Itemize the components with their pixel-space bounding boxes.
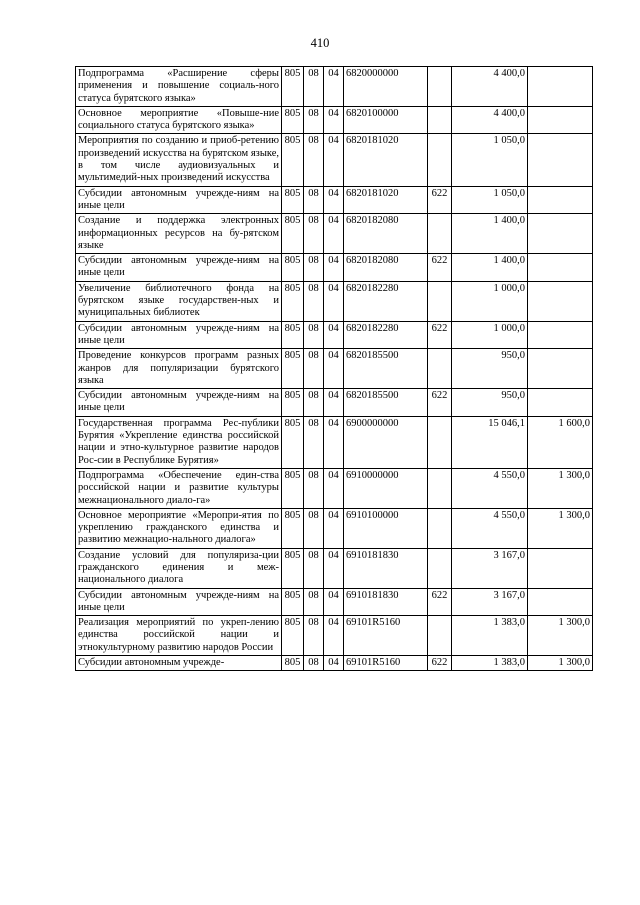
cell-amount-second: 1 300,0 (528, 616, 593, 656)
cell-grbs: 805 (282, 588, 304, 616)
cell-target-article: 69101R5160 (344, 656, 428, 671)
cell-target-article: 6820182280 (344, 321, 428, 349)
cell-target-article: 6910000000 (344, 468, 428, 508)
cell-target-article: 6910100000 (344, 508, 428, 548)
cell-expense-type (428, 616, 452, 656)
table-row (76, 349, 593, 389)
cell-grbs: 805 (282, 106, 304, 134)
cell-grbs: 805 (282, 389, 304, 417)
cell-target-article: 6820000000 (344, 67, 428, 107)
cell-amount-second (528, 106, 593, 134)
cell-expense-type (428, 349, 452, 389)
cell-amount-second (528, 214, 593, 254)
cell-amount-total: 4 400,0 (452, 106, 528, 134)
cell-amount-second (528, 389, 593, 417)
table-row (76, 254, 593, 282)
cell-expense-type (428, 508, 452, 548)
cell-name: Субсидии автономным учрежде-ниям на иные цели (76, 186, 282, 214)
cell-amount-second: 1 300,0 (528, 656, 593, 671)
cell-grbs: 805 (282, 321, 304, 349)
cell-amount-total: 1 050,0 (452, 186, 528, 214)
cell-expense-type: 622 (428, 389, 452, 417)
cell-amount-second: 1 600,0 (528, 416, 593, 468)
cell-amount-total: 1 000,0 (452, 321, 528, 349)
cell-name: Субсидии автономным учрежде-ниям на иные цели (76, 254, 282, 282)
cell-section: 08 (304, 389, 324, 417)
cell-section: 08 (304, 588, 324, 616)
cell-amount-second (528, 67, 593, 107)
cell-subsection: 04 (324, 588, 344, 616)
cell-name: Реализация мероприятий по укреп-лению единства российской нации и этнокультурному развитию народов России (76, 616, 282, 656)
cell-target-article: 6820181020 (344, 134, 428, 186)
cell-amount-total: 950,0 (452, 389, 528, 417)
cell-expense-type (428, 281, 452, 321)
cell-grbs: 805 (282, 186, 304, 214)
cell-name: Государственная программа Рес-публики Бурятия «Укрепление единства российской нации и этно-культурное развитие народов Рос-сии в Республике Бурятия» (76, 416, 282, 468)
cell-expense-type (428, 548, 452, 588)
cell-amount-second (528, 548, 593, 588)
cell-subsection: 04 (324, 468, 344, 508)
table-row (76, 548, 593, 588)
cell-target-article: 6820185500 (344, 349, 428, 389)
cell-expense-type (428, 67, 452, 107)
cell-amount-total: 1 383,0 (452, 616, 528, 656)
cell-name: Увеличение библиотечного фонда на бурятском языке государствен-ных и муниципальных библиотек (76, 281, 282, 321)
table-row (76, 214, 593, 254)
cell-section: 08 (304, 254, 324, 282)
cell-expense-type: 622 (428, 321, 452, 349)
cell-subsection: 04 (324, 389, 344, 417)
cell-subsection: 04 (324, 67, 344, 107)
cell-grbs: 805 (282, 416, 304, 468)
cell-amount-second (528, 186, 593, 214)
cell-name: Основное мероприятие «Повыше-ние социального статуса бурятского языка» (76, 106, 282, 134)
cell-target-article: 6820182080 (344, 254, 428, 282)
table-row (76, 468, 593, 508)
cell-amount-total: 1 383,0 (452, 656, 528, 671)
table-row (76, 588, 593, 616)
cell-section: 08 (304, 616, 324, 656)
cell-name: Мероприятия по созданию и приоб-ретению произведений искусства на бурятском языке, в том числе аудиовизуальных и мультимедий-ных произведений искусства (76, 134, 282, 186)
cell-subsection: 04 (324, 616, 344, 656)
cell-target-article: 6820185500 (344, 389, 428, 417)
cell-name: Подпрограмма «Расширение сферы применения и повышение социаль-ного статуса бурятского языка» (76, 67, 282, 107)
cell-subsection: 04 (324, 349, 344, 389)
cell-section: 08 (304, 349, 324, 389)
cell-name: Субсидии автономным учрежде-ниям на иные цели (76, 588, 282, 616)
cell-section: 08 (304, 106, 324, 134)
cell-subsection: 04 (324, 321, 344, 349)
cell-subsection: 04 (324, 134, 344, 186)
cell-section: 08 (304, 281, 324, 321)
cell-amount-second (528, 321, 593, 349)
cell-expense-type (428, 468, 452, 508)
cell-subsection: 04 (324, 254, 344, 282)
cell-section: 08 (304, 548, 324, 588)
table-row (76, 508, 593, 548)
cell-amount-second: 1 300,0 (528, 468, 593, 508)
cell-name: Основное мероприятие «Меропри-ятия по укреплению гражданского единства и развитию межнацио-нального диалога» (76, 508, 282, 548)
cell-amount-second (528, 349, 593, 389)
cell-target-article: 6820182080 (344, 214, 428, 254)
cell-amount-total: 950,0 (452, 349, 528, 389)
cell-target-article: 6820182280 (344, 281, 428, 321)
cell-section: 08 (304, 186, 324, 214)
cell-target-article: 6910181830 (344, 588, 428, 616)
cell-name: Создание и поддержка электронных информационных ресурсов на бу-рятском языке (76, 214, 282, 254)
cell-name: Субсидии автономным учрежде-ниям на иные цели (76, 389, 282, 417)
table-row (76, 67, 593, 107)
cell-amount-second (528, 588, 593, 616)
cell-section: 08 (304, 508, 324, 548)
cell-name: Подпрограмма «Обеспечение един-ства российской нации и развитие культуры межнационального диало-га» (76, 468, 282, 508)
table-row (76, 321, 593, 349)
cell-section: 08 (304, 321, 324, 349)
table-row (76, 616, 593, 656)
cell-expense-type: 622 (428, 186, 452, 214)
cell-amount-second (528, 254, 593, 282)
cell-grbs: 805 (282, 349, 304, 389)
cell-amount-second (528, 134, 593, 186)
cell-target-article: 6820100000 (344, 106, 428, 134)
page-number: 410 (310, 36, 330, 50)
table-row (76, 186, 593, 214)
table-row (76, 106, 593, 134)
cell-name: Субсидии автономным учрежде-ниям на иные цели (76, 321, 282, 349)
table-row (76, 389, 593, 417)
cell-amount-total: 4 550,0 (452, 468, 528, 508)
cell-name: Субсидии автономным учрежде- (76, 656, 282, 671)
cell-amount-second (528, 281, 593, 321)
cell-amount-total: 1 050,0 (452, 134, 528, 186)
cell-amount-total: 3 167,0 (452, 588, 528, 616)
cell-subsection: 04 (324, 416, 344, 468)
cell-expense-type (428, 214, 452, 254)
budget-table (75, 66, 593, 671)
cell-grbs: 805 (282, 468, 304, 508)
cell-subsection: 04 (324, 281, 344, 321)
cell-target-article: 69101R5160 (344, 616, 428, 656)
cell-target-article: 6820181020 (344, 186, 428, 214)
cell-section: 08 (304, 214, 324, 254)
cell-expense-type: 622 (428, 588, 452, 616)
table-row (76, 281, 593, 321)
cell-expense-type (428, 416, 452, 468)
cell-amount-total: 15 046,1 (452, 416, 528, 468)
budget-table-body (76, 67, 593, 671)
cell-section: 08 (304, 656, 324, 671)
cell-grbs: 805 (282, 656, 304, 671)
cell-amount-second: 1 300,0 (528, 508, 593, 548)
cell-subsection: 04 (324, 214, 344, 254)
cell-expense-type: 622 (428, 656, 452, 671)
cell-grbs: 805 (282, 214, 304, 254)
cell-subsection: 04 (324, 508, 344, 548)
cell-target-article: 6910181830 (344, 548, 428, 588)
cell-section: 08 (304, 468, 324, 508)
cell-section: 08 (304, 416, 324, 468)
cell-expense-type: 622 (428, 254, 452, 282)
cell-expense-type (428, 106, 452, 134)
table-row (76, 656, 593, 671)
cell-amount-total: 4 550,0 (452, 508, 528, 548)
cell-section: 08 (304, 134, 324, 186)
cell-subsection: 04 (324, 656, 344, 671)
cell-amount-total: 1 000,0 (452, 281, 528, 321)
cell-grbs: 805 (282, 548, 304, 588)
cell-subsection: 04 (324, 548, 344, 588)
cell-grbs: 805 (282, 281, 304, 321)
cell-grbs: 805 (282, 134, 304, 186)
cell-grbs: 805 (282, 67, 304, 107)
cell-subsection: 04 (324, 106, 344, 134)
cell-grbs: 805 (282, 616, 304, 656)
cell-amount-total: 1 400,0 (452, 254, 528, 282)
cell-amount-total: 3 167,0 (452, 548, 528, 588)
cell-name: Проведение конкурсов программ разных жанров для популяризации бурятского языка (76, 349, 282, 389)
cell-amount-total: 4 400,0 (452, 67, 528, 107)
cell-grbs: 805 (282, 508, 304, 548)
cell-subsection: 04 (324, 186, 344, 214)
cell-section: 08 (304, 67, 324, 107)
cell-grbs: 805 (282, 254, 304, 282)
cell-amount-total: 1 400,0 (452, 214, 528, 254)
cell-name: Создание условий для популяриза-ции гражданского единения и меж-национального диалога (76, 548, 282, 588)
table-row (76, 416, 593, 468)
cell-target-article: 6900000000 (344, 416, 428, 468)
cell-expense-type (428, 134, 452, 186)
table-row (76, 134, 593, 186)
